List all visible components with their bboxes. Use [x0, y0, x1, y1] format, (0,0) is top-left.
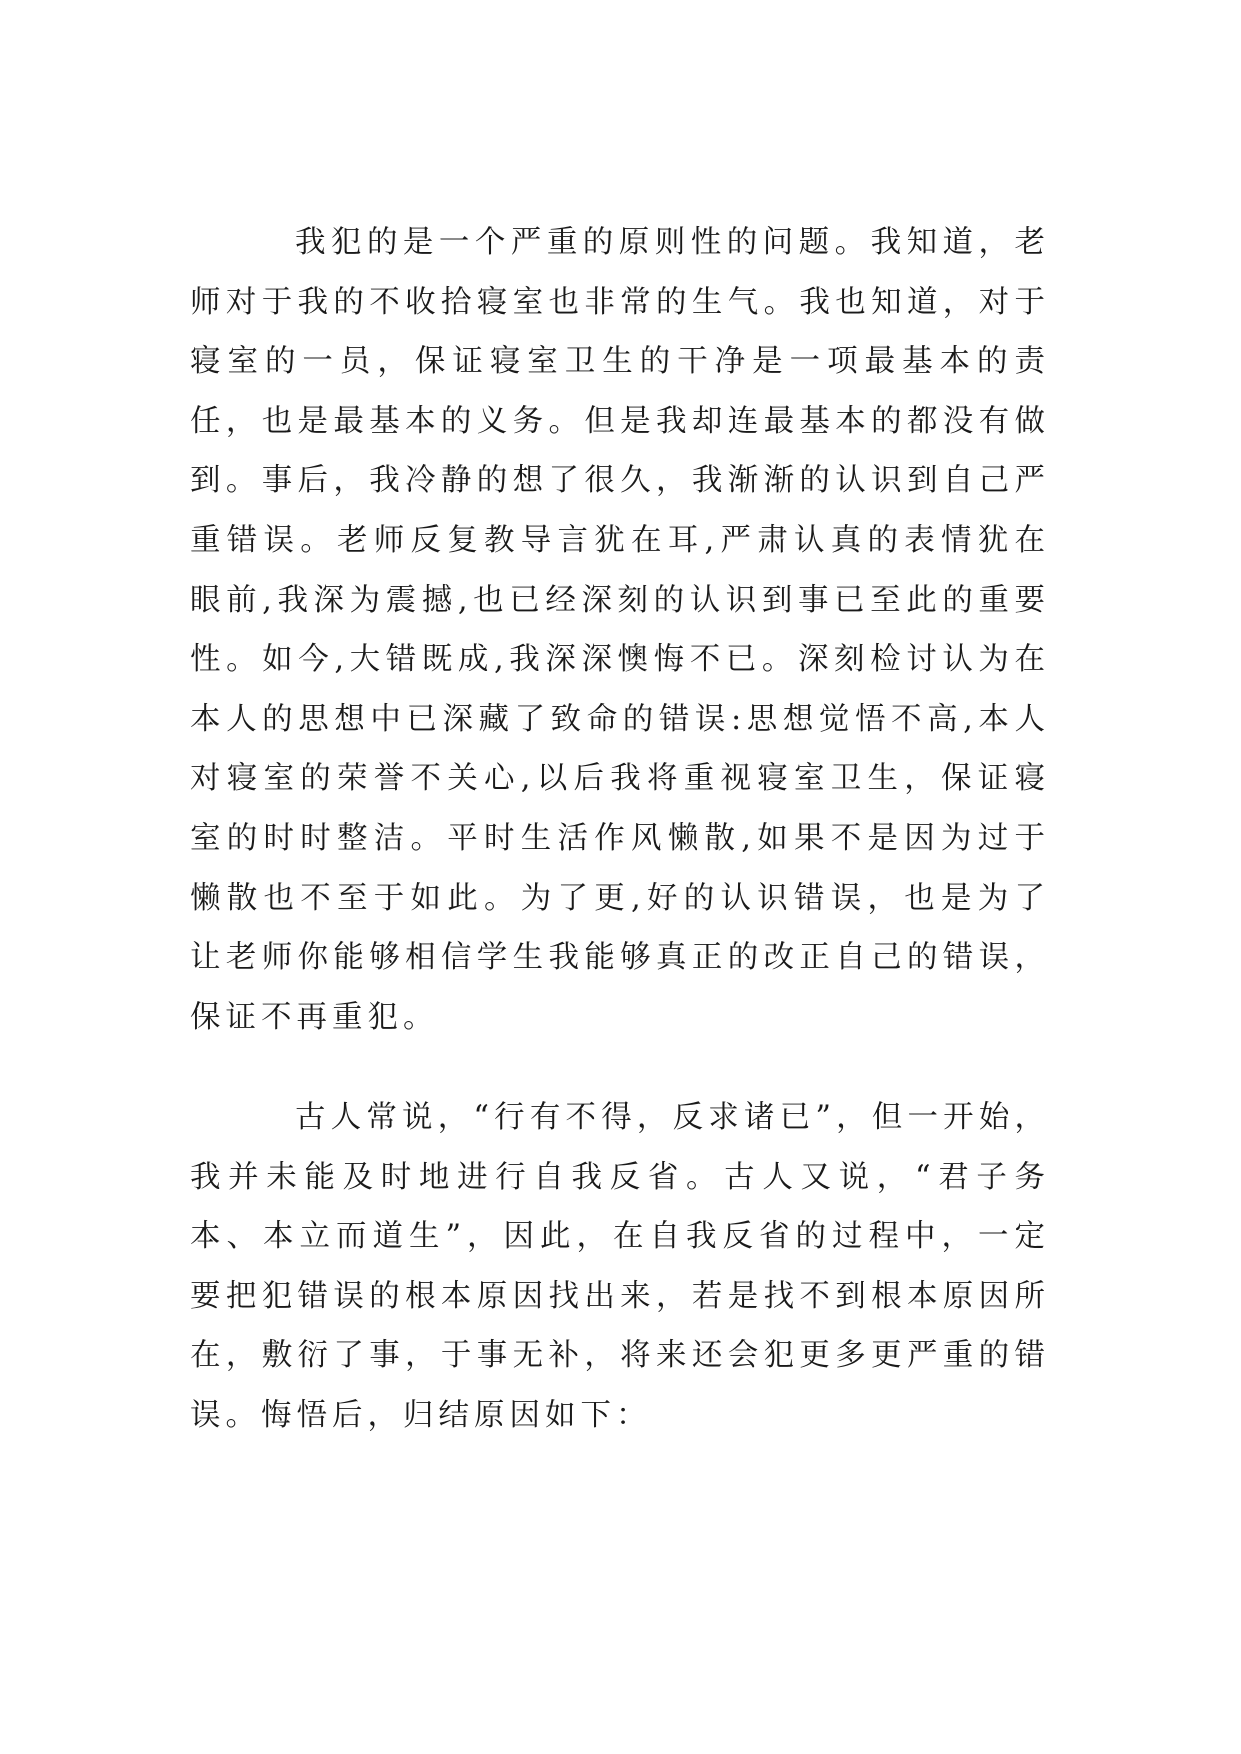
body-paragraph-2: 古人常说，“行有不得，反求诸已”，但一开始，我并未能及时地进行自我反省。古人又说，“君子务本、本立而道生”，因此，在自我反省的过程中，一定要把犯错误的根本原因找出来，若是找不到根本原因所在，敷衍了事，于事无补，将来还会犯更多更严重的错误。悔悟后，归结原因如下：	[190, 1100, 1050, 1433]
body-paragraph-1: 我犯的是一个严重的原则性的问题。我知道，老师对于我的不收拾寝室也非常的生气。我也知道，对于寝室的一员，保证寝室卫生的干净是一项最基本的责任，也是最基本的义务。但是我却连最基本的都没有做到。事后，我冷静的想了很久，我渐渐的认识到自己严重错误。老师反复教导言犹在耳,严肃认真的表情犹在眼前,我深为震撼,也已经深刻的认识到事已至此的重要性。如今,大错既成,我深深懊悔不已。深刻检讨认为在本人的思想中已深藏了致命的错误:思想觉悟不高,本人对寝室的荣誉不关心,以后我将重视寝室卫生，保证寝室的时时整洁。平时生活作风懒散,如果不是因为过于懒散也不至于如此。为了更,好的认识错误，也是为了让老师你能够相信学生我能够真正的改正自己的错误，保证不再重犯。	[190, 225, 1050, 1035]
